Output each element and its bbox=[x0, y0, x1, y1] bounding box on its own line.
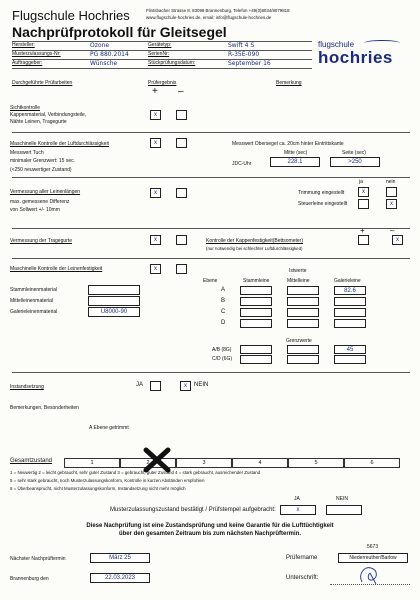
cd-stamm-field[interactable] bbox=[240, 355, 272, 364]
col-remark: Bemerkung bbox=[276, 80, 302, 86]
messwert-obersegel: Messwert Obersegel ca. 20cm hinter Eintrittskante bbox=[232, 141, 344, 147]
galerieleine-header: Galerieleine bbox=[334, 278, 361, 284]
seite-value-field[interactable]: >250 bbox=[330, 157, 380, 167]
ja-header: ja bbox=[359, 179, 363, 185]
logo-bottom-text: hochries bbox=[318, 48, 393, 67]
grenzwerte-label: Grenzwerte bbox=[286, 338, 312, 344]
col-checks: Durchgeführte Prüfarbeiten bbox=[12, 80, 73, 86]
mittelleine-material-label: Mittelleinenmaterial bbox=[10, 298, 54, 304]
b-mittel-field[interactable] bbox=[287, 297, 319, 306]
instand-ja-label: JA bbox=[136, 382, 144, 388]
mittelleine-header: Mittelleine bbox=[287, 278, 310, 284]
ebene-d: D bbox=[221, 320, 226, 326]
serien-label: SerienNr: bbox=[148, 51, 170, 57]
steuerleine-label: Steuerleine eingestellt bbox=[298, 201, 348, 207]
kappen-title: Kontrolle der Kappenfestigkeit(Bettsometer) bbox=[206, 238, 303, 244]
trimmung-nein-checkbox[interactable] bbox=[386, 187, 397, 197]
vermessung-desc-1: max. gemessene Differenz bbox=[10, 199, 70, 205]
logo bbox=[316, 40, 408, 70]
zustand-cell-5[interactable]: 5 bbox=[288, 458, 344, 468]
musterz-nein-field[interactable] bbox=[326, 505, 362, 515]
c-galerie-field[interactable] bbox=[334, 308, 366, 317]
leinen-minus-checkbox[interactable] bbox=[176, 264, 187, 274]
datum-field[interactable]: 22.03.2023 bbox=[90, 573, 150, 583]
luft-title: Maschinelle Kontrolle der Luftdurchlässigkeit bbox=[10, 141, 109, 147]
notice-line-2: über den gesamten Zeitraum bis zum nächsten Nachprüftermin. bbox=[118, 531, 302, 537]
naechster-field[interactable]: März 25 bbox=[90, 553, 150, 563]
bemerkungen-title: Bemerkungen, Besonderheiten bbox=[10, 405, 79, 411]
zustand-cell-6[interactable]: 6 bbox=[344, 458, 400, 468]
musterz-nein-label: NEIN bbox=[336, 496, 348, 502]
pruefer-number: 5673 bbox=[367, 544, 379, 550]
ab-stamm-field[interactable] bbox=[240, 345, 272, 354]
tragegurte-minus-checkbox[interactable] bbox=[176, 235, 187, 245]
sicht-desc-1: Kappenmaterial, Verbindungsteile, bbox=[10, 112, 87, 118]
gesamt-title: Gesamtzustand bbox=[10, 458, 53, 464]
ebene-header: Ebene bbox=[203, 278, 218, 284]
kappen-plus-sign: + bbox=[360, 226, 365, 235]
col-result: Prüfergebnis bbox=[148, 80, 177, 86]
mitte-value-field[interactable]: 228.1 bbox=[270, 157, 320, 167]
zustand-cell-2[interactable]: 2 bbox=[120, 458, 176, 468]
mittelleine-material-field[interactable] bbox=[88, 296, 140, 306]
steuerleine-ja-checkbox[interactable] bbox=[358, 199, 369, 209]
gesamt-legend-2: 5 = sehr stark gebraucht, noch Musterzulassungskonform, Kontrolle in kurzen Abständen empfohlen bbox=[10, 478, 205, 483]
muster-value: PG 880.2014 bbox=[90, 51, 129, 58]
zustand-cell-4[interactable]: 4 bbox=[232, 458, 288, 468]
auftrag-label: Auftraggeber: bbox=[12, 60, 43, 66]
zustand-cell-1[interactable]: 1 bbox=[64, 458, 120, 468]
galerieleine-material-label: Galerieleinenmaterial bbox=[10, 309, 58, 315]
pruefername-label: Prüfername bbox=[286, 555, 318, 561]
signature-mark bbox=[356, 562, 386, 588]
stammleine-material-label: Stammleinenmaterial bbox=[10, 287, 57, 293]
zustand-cell-3[interactable]: 3 bbox=[176, 458, 232, 468]
grenzwert: minimaler Grenzwert: 15 sec. bbox=[10, 158, 76, 164]
cd-galerie-field[interactable] bbox=[334, 355, 366, 364]
geraetetyp-value: Swift 4 S bbox=[228, 42, 255, 49]
minus-sign: – bbox=[178, 86, 184, 97]
muster-label: Musterzulassungs-Nr: bbox=[12, 51, 61, 57]
gesamt-legend-1: 1 = Neuwertig 2 = leicht gebraucht, sehr guter Zustand 3 = gebraucht, guter Zustand 4 = stark gebraucht, ausreichender Zustand bbox=[10, 470, 261, 475]
geraetetyp-label: Gerätetyp: bbox=[148, 42, 172, 48]
notice-line-1: Diese Nachprüfung ist eine Zustandsprüfung und keine Garantie für die Lufttüchtigkeit bbox=[86, 523, 334, 529]
unterschrift-label: Unterschrift: bbox=[286, 575, 319, 581]
trimmung-label: Trimmung eingestellt bbox=[298, 190, 345, 196]
bemerkungen-text: A Ebene getrimmt bbox=[89, 425, 129, 431]
galerieleine-material-field[interactable]: U8000-90 bbox=[88, 307, 140, 317]
istwerte-label: Istwerte bbox=[289, 268, 307, 274]
messwert-tuch: Messwert Tuch bbox=[10, 150, 44, 156]
stammleine-material-field[interactable] bbox=[88, 285, 140, 295]
cd-mittel-field[interactable] bbox=[287, 355, 319, 364]
steuerleine-nein-checkbox[interactable]: x bbox=[386, 199, 397, 209]
hersteller-value: Ozone bbox=[90, 42, 110, 49]
serien-value: R-35E-090 bbox=[228, 51, 260, 58]
kappen-minus-sign: – bbox=[390, 226, 395, 235]
instand-nein-label: NEIN bbox=[194, 382, 209, 388]
kappen-plus-checkbox[interactable] bbox=[358, 235, 369, 245]
page-title: Nachprüfprotokoll für Gleitsegel bbox=[12, 24, 227, 40]
sicht-desc-2: Nähte Leinen, Tragegurte bbox=[10, 119, 67, 125]
ab-mittel-field[interactable] bbox=[287, 345, 319, 354]
c-stamm-field[interactable] bbox=[240, 308, 272, 317]
tragegurte-plus-checkbox[interactable]: x bbox=[150, 235, 161, 245]
sicht-plus-checkbox[interactable]: x bbox=[150, 110, 161, 120]
jdc-label: JDC-Uhr bbox=[232, 161, 252, 167]
neuwertig-hint: (<250 neuwertiger Zustand) bbox=[10, 167, 72, 173]
hersteller-label: Hersteller: bbox=[12, 42, 35, 48]
musterz-ja-label: JA bbox=[294, 496, 300, 502]
gesamt-legend-3: 6 = Überbeansprucht, nicht Musterzulassungskonform, Instandsetzung nicht mehr möglich bbox=[10, 486, 186, 491]
cd-label: C/D (6G) bbox=[212, 356, 232, 362]
stueck-value: September 16 bbox=[228, 60, 271, 67]
c-mittel-field[interactable] bbox=[287, 308, 319, 317]
a-galerie-field[interactable]: 82.6 bbox=[334, 286, 366, 295]
musterz-label: Musterzulassungszustand bestätigt / Prüfstempel aufgebracht: bbox=[110, 507, 276, 513]
d-galerie-field[interactable] bbox=[334, 319, 366, 328]
naechster-label: Nächster Nachprüftermin bbox=[10, 556, 66, 562]
ebene-b: B bbox=[221, 298, 226, 304]
kappen-minus-checkbox[interactable]: x bbox=[392, 235, 403, 245]
ab-label: A/B (8G) bbox=[212, 347, 232, 353]
tragegurte-title: Vermessung der Tragegurte bbox=[10, 238, 72, 244]
stueck-label: Stückprüfungsdatum: bbox=[148, 60, 196, 66]
school-address: Flintsbacher Strasse 8, 83098 Brannenburg, Telefon +49(0)8034/8079818 bbox=[146, 8, 290, 13]
a-stamm-field[interactable] bbox=[240, 286, 272, 295]
vermessung-minus-checkbox[interactable] bbox=[176, 188, 187, 198]
b-galerie-field[interactable] bbox=[334, 297, 366, 306]
vermessung-plus-checkbox[interactable]: x bbox=[150, 188, 161, 198]
sicht-minus-checkbox[interactable] bbox=[176, 110, 187, 120]
sicht-title: Sichtkontrolle bbox=[10, 105, 41, 111]
ebene-c: C bbox=[221, 309, 226, 315]
plus-sign: + bbox=[152, 86, 158, 97]
d-mittel-field[interactable] bbox=[287, 319, 319, 328]
mitte-label: Mitte (sec) bbox=[284, 150, 308, 156]
logo-wing-mark bbox=[364, 40, 400, 46]
ort-label: Brannenburg den bbox=[10, 576, 49, 582]
school-name: Flugschule Hochries bbox=[12, 8, 130, 23]
vermessung-title: Vermessung aller Leinenlängen bbox=[10, 189, 81, 195]
school-web: www.flugschule-hochries.de, email: info@flugschule-hochries.de bbox=[146, 15, 272, 20]
ebene-a: A bbox=[221, 287, 226, 293]
instand-ja-checkbox[interactable] bbox=[150, 381, 161, 391]
stammleine-header: Stammleine bbox=[243, 278, 270, 284]
trimmung-ja-checkbox[interactable]: x bbox=[358, 187, 369, 197]
leinen-title: Maschinelle Kontrolle der Leinenfestigkeit bbox=[10, 266, 103, 272]
a-mittel-field[interactable] bbox=[287, 286, 319, 295]
vermessung-desc-2: von Sollwert +/- 10mm bbox=[10, 207, 60, 213]
seite-label: Seite (sec) bbox=[342, 150, 366, 156]
auftrag-value: Wünsche bbox=[90, 60, 118, 67]
ab-galerie-field[interactable]: 45 bbox=[334, 345, 366, 354]
pruefername-field[interactable]: Niederreuther/Barlow bbox=[338, 553, 408, 563]
b-stamm-field[interactable] bbox=[240, 297, 272, 306]
nein-header: nein bbox=[386, 179, 396, 185]
logo-top-text: flugschule bbox=[318, 40, 355, 49]
instand-title: Instandsetzung bbox=[10, 384, 44, 390]
luft-plus-checkbox[interactable]: x bbox=[150, 138, 161, 148]
luft-minus-checkbox[interactable] bbox=[176, 138, 187, 148]
leinen-plus-checkbox[interactable]: x bbox=[150, 264, 161, 274]
instand-nein-checkbox[interactable]: x bbox=[180, 381, 191, 391]
musterz-ja-field[interactable]: x bbox=[280, 505, 316, 515]
d-stamm-field[interactable] bbox=[240, 319, 272, 328]
kappen-desc: (nur notwendig bei schlechter Luftdurchlässigkeit) bbox=[206, 246, 303, 251]
